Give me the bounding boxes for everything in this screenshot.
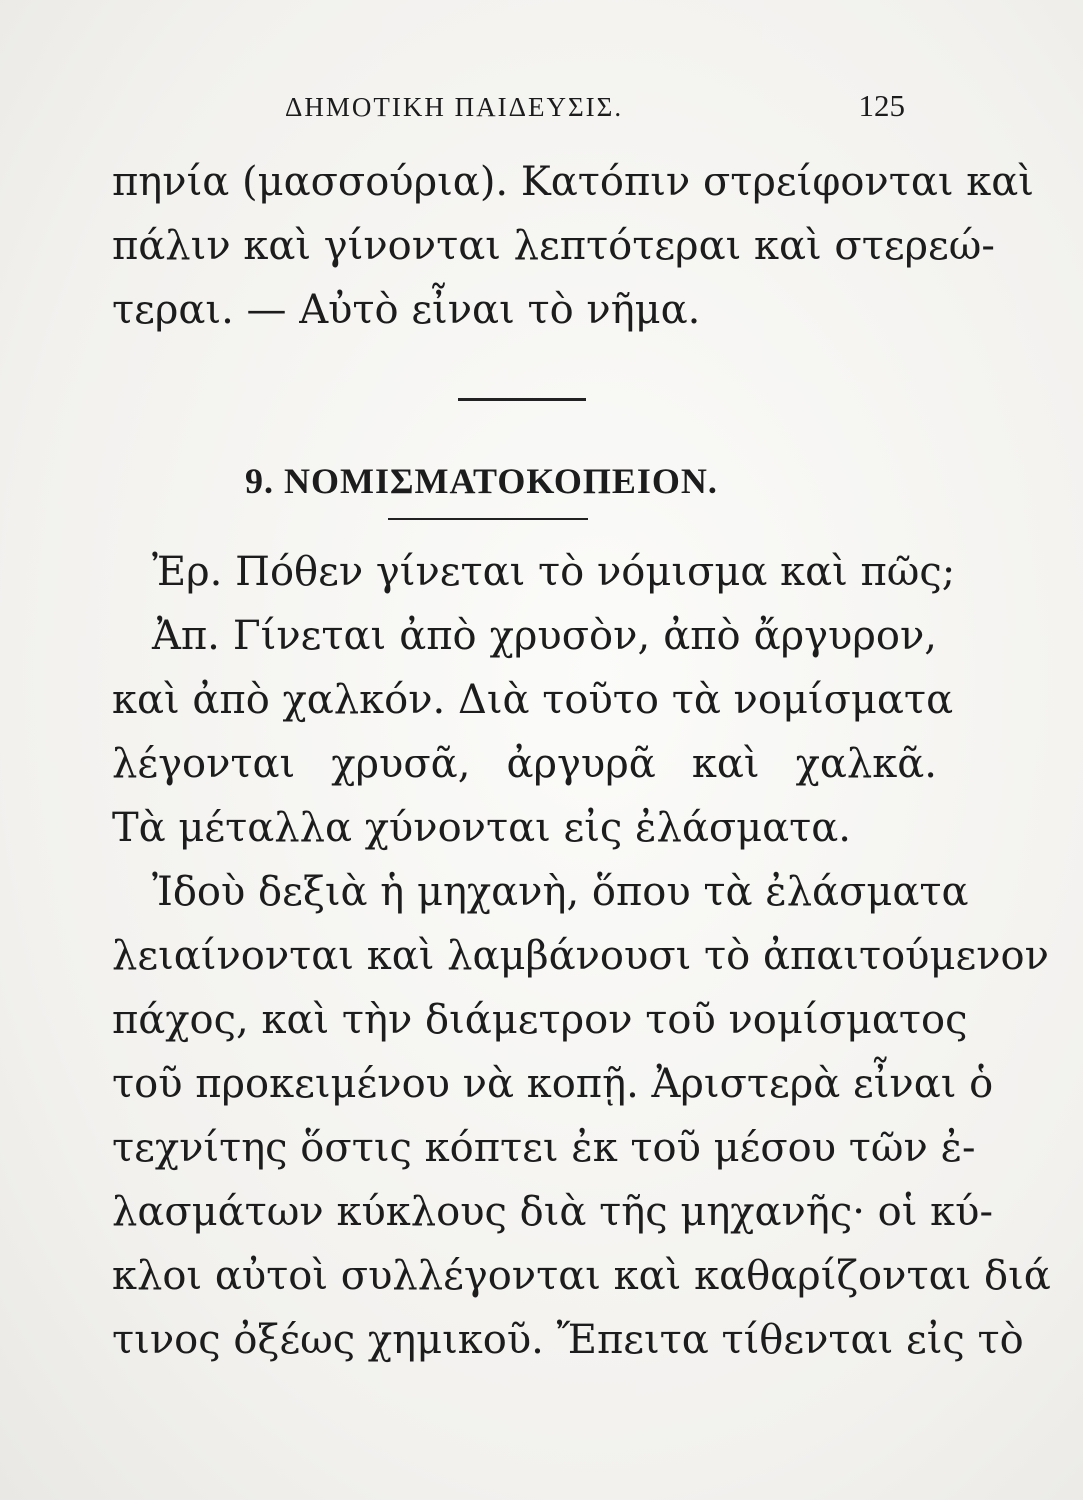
text-line: λασμάτων κύκλους διὰ τῆς μηχανῆς· οἱ κύ- [112,1189,993,1235]
text-line: κλοι αὐτοὶ συλλέγονται καὶ καθαρίζονται διά [112,1253,1051,1299]
text-line: Τὰ μέταλλα χύνονται εἰς ἐλάσματα. [112,805,852,851]
section-divider [458,398,586,401]
question-line: Ἐρ. Πόθεν γίνεται τὸ νόμισμα καὶ πῶς; [152,549,956,595]
section-title: 9. ΝΟΜΙΣΜΑΤΟΚΟΠΕΙΟΝ. [245,461,718,501]
text-line: τινος ὀξέως χημικοῦ. Ἔπειτα τίθενται εἰς τὸ [112,1317,1024,1363]
text-line: πηνία (μασσούρια). Κατόπιν στρείφονται καὶ [112,159,1034,205]
text-line: πάλιν καὶ γίνονται λεπτότεραι καὶ στερεώ- [112,223,995,269]
text-line: τεραι. — Αὐτὸ εἶναι τὸ νῆμα. [112,287,701,333]
text-line: πάχος, καὶ τὴν διάμετρον τοῦ νομίσματος [112,997,968,1043]
text-line: Ἰδοὺ δεξιὰ ἡ μηχανὴ, ὅπου τὰ ἐλάσματα [152,869,969,915]
title-underline [388,518,588,520]
section-body [112,540,1051,1372]
page-number: 125 [858,88,905,123]
text-line: καὶ ἀπὸ χαλκόν. Διὰ τοῦτο τὰ νομίσματα [112,677,954,723]
text-line: λειαίνονται καὶ λαμβάνουσι τὸ ἀπαιτούμενον [112,933,1049,979]
running-head: ΔΗΜΟΤΙΚΗ ΠΑΙΔΕΥΣΙΣ. [285,92,624,122]
text-line: τεχνίτης ὅστις κόπτει ἐκ τοῦ μέσου τῶν ἐ- [112,1125,976,1171]
page-header [175,88,915,132]
top-paragraph [112,150,1034,342]
answer-line: Ἀπ. Γίνεται ἀπὸ χρυσὸν, ἀπὸ ἄργυρον, [152,613,937,659]
text-line: τοῦ προκειμένου νὰ κοπῇ. Ἀριστερὰ εἶναι ὁ [112,1061,994,1107]
text-line: λέγονται χρυσᾶ, ἀργυρᾶ καὶ χαλκᾶ. [112,741,937,787]
